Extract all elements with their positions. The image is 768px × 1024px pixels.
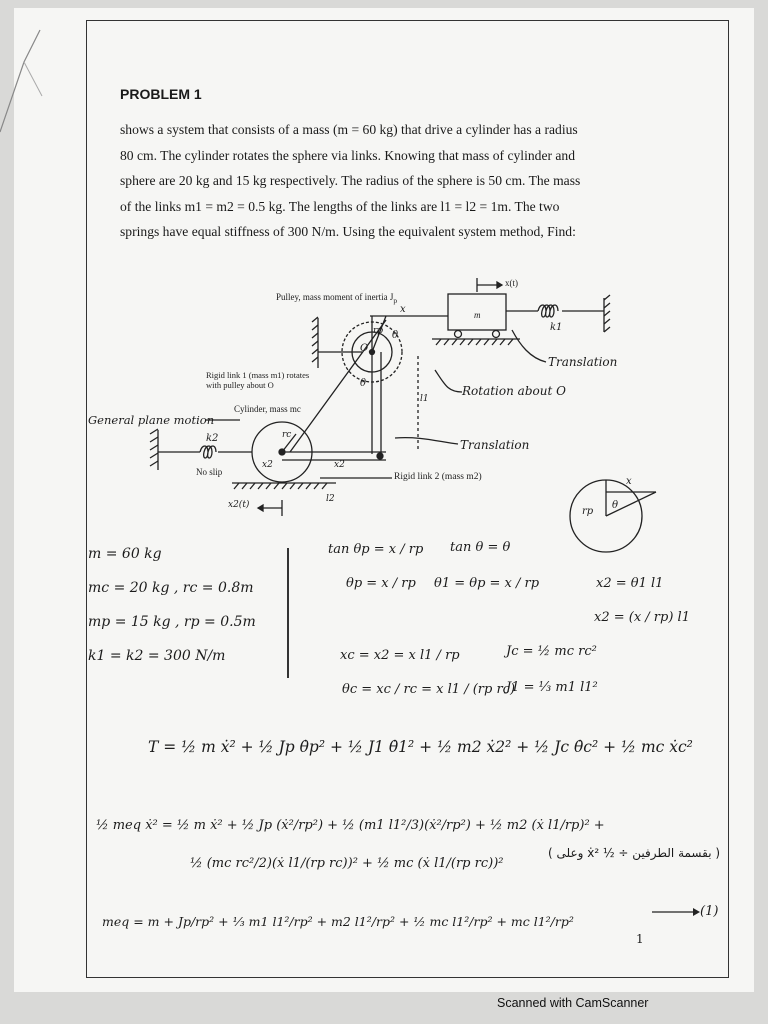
k1-label: k1: [550, 322, 563, 333]
kin-tan-thetap: tan θp = x / rp: [328, 542, 424, 557]
mass-label: m: [474, 310, 481, 320]
kin-jc: Jc = ½ mc rc²: [506, 644, 597, 659]
kin-xc: xc = x2 = x l1 / rp: [340, 648, 460, 663]
xt-label: x(t): [505, 278, 518, 288]
statement-line: of the links m1 = m2 = 0.5 kg. The lengths of the links are l1 = l2 = 1m. The two: [120, 198, 560, 214]
statement-line: 80 cm. The cylinder rotates the sphere via links. Knowing that mass of cylinder and: [120, 147, 576, 163]
page-number: 1: [636, 932, 644, 946]
translation-top-leader: [512, 330, 546, 362]
mass-ground-hatch: [436, 339, 513, 345]
link-joint: [377, 453, 383, 459]
k2-spring-coil: [200, 446, 216, 458]
l2-label: l2: [326, 494, 335, 504]
equation-number: (1): [700, 904, 719, 919]
xt-arrow-head: [497, 282, 502, 288]
scanner-watermark: Scanned with CamScanner: [497, 996, 649, 1010]
rp-label: rp: [373, 326, 384, 336]
problem-title: PROBLEM 1: [120, 86, 202, 102]
k1-spring-coil: [538, 305, 558, 317]
no-slip-label: No slip: [196, 467, 223, 477]
mass-wheel: [455, 331, 462, 338]
x2t-arrow-head: [258, 505, 263, 511]
divider-line: [287, 548, 289, 678]
rotation-label: Rotation about O: [462, 384, 566, 398]
given-cylinder: mc = 20 kg , rc = 0.8m: [88, 580, 254, 596]
x2-label: x2: [262, 460, 273, 470]
statement-line: shows a system that consists of a mass (m = 60 kg) that drive a cylinder has a radius: [120, 122, 578, 137]
arabic-note: ( بقسمة الطرفين ÷ ½ ẋ² وعلى ): [548, 846, 721, 860]
general-plane-label: General plane motion: [88, 413, 215, 427]
given-pulley: mp = 15 kg , rp = 0.5m: [88, 614, 256, 630]
inset-x-label: x: [626, 476, 632, 487]
kin-thetac: θc = xc / rc = x l1 / (rp rc): [342, 682, 516, 697]
rigid-link2-label: Rigid link 2 (mass m2): [394, 472, 482, 482]
left-wall-hatch: [150, 429, 158, 466]
mass-wheel: [493, 331, 500, 338]
pulley-wall-hatch: [312, 317, 318, 362]
rigid-link1-label: Rigid link 1 (mass m1) rotates with pulley about O: [206, 370, 310, 390]
inset-theta-label: θ: [612, 500, 619, 511]
kin-j1: J1 = ⅓ m1 l1²: [506, 680, 598, 695]
kin-tan-approx: tan θ = θ: [450, 540, 511, 555]
equation-arrow: [652, 904, 702, 920]
theta-label: θ: [392, 330, 399, 341]
cylinder-label: Cylinder, mass mc: [234, 404, 301, 414]
kinetic-energy-equation: T = ½ m ẋ² + ½ Jp θ̇p² + ½ J1 θ̇1² + ½ m2 ẋ2² + ½ Jc θ̇c² + ½ mc ẋc²: [148, 738, 693, 756]
kin-thetap: θp = x / rp: [346, 576, 416, 591]
translation-top-label: Translation: [548, 355, 618, 369]
kin-x2b: x2 = (x / rp) l1: [594, 610, 690, 625]
x-label: x: [400, 304, 406, 315]
kin-theta1: θ1 = θp = x / rp: [434, 576, 540, 591]
translation-mid-leader: [395, 438, 458, 444]
meq-line-1: ½ meq ẋ² = ½ m ẋ² + ½ Jp (ẋ²/rp²) + ½ (m1 l1²/3)(ẋ²/rp²) + ½ m2 (ẋ l1/rp)² +: [96, 818, 605, 833]
o-label: O: [360, 343, 369, 354]
x2-label: x2: [334, 460, 345, 470]
given-mass: m = 60 kg: [88, 546, 162, 562]
x2t-label: x2(t): [228, 500, 250, 510]
rc-label: rc: [282, 430, 292, 440]
statement-line: springs have equal stiffness of 300 N/m. Using the equivalent system method, Find:: [120, 224, 576, 239]
pulley-label: Pulley, mass moment of inertia $J_p$: [276, 292, 398, 305]
l1-label: l1: [420, 394, 429, 404]
statement-line: sphere are 20 kg and 15 kg respectively. The radius of the sphere is 50 cm. The mass: [120, 173, 581, 188]
meq-final: meq = m + Jp/rp² + ⅓ m1 l1²/rp² + m2 l1²/rp² + ½ mc l1²/rp² + mc l1²/rp²: [102, 914, 574, 929]
right-wall-hatch: [604, 295, 610, 332]
given-springs: k1 = k2 = 300 N/m: [88, 648, 226, 664]
cylinder-ground-hatch: [234, 483, 327, 489]
rotation-leader: [435, 370, 462, 392]
k2-label: k2: [206, 433, 219, 444]
theta-label: θ: [360, 378, 367, 389]
inset-rp-label: rp: [582, 506, 594, 517]
translation-mid-label: Translation: [460, 438, 530, 452]
kin-x2a: x2 = θ1 l1: [596, 576, 664, 591]
meq-line-2: ½ (mc rc²/2)(ẋ l1/(rp rc))² + ½ mc (ẋ l1/(rp rc))²: [190, 856, 504, 871]
